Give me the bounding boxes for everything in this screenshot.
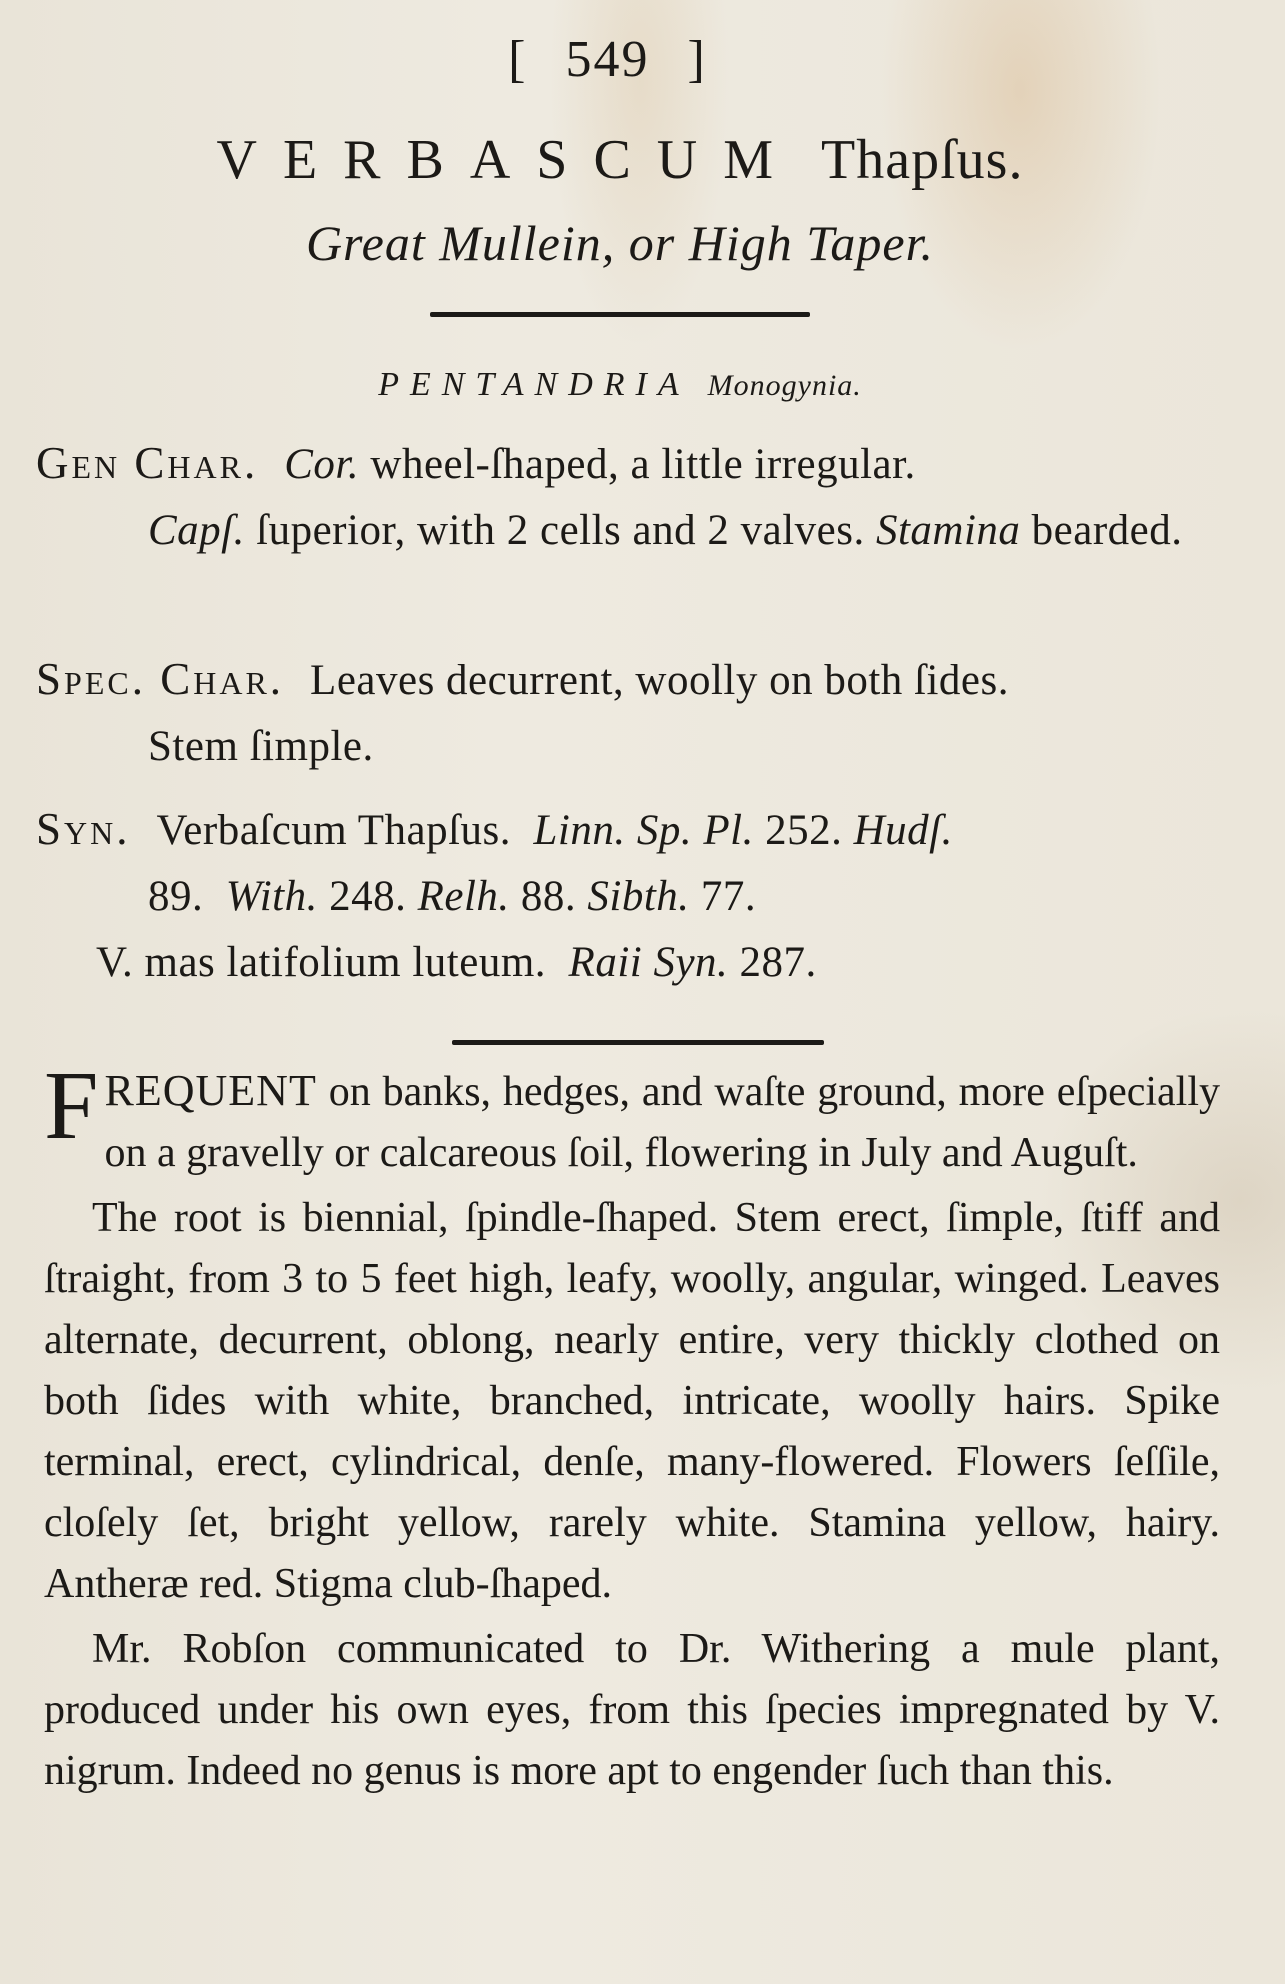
- lead-word: REQUENT: [104, 1066, 317, 1115]
- page-number-header: [0, 30, 1215, 89]
- syn-line3: [36, 930, 1216, 996]
- common-name: Great Mullein, or High Taper.: [305, 215, 935, 271]
- description-body: [44, 1052, 1220, 1806]
- gen-char-caps: Capſ.: [148, 507, 245, 554]
- class-name: PENTANDRIA: [378, 366, 690, 403]
- spec-char-text2: Stem ſimple.: [148, 723, 374, 770]
- spec-char-text1: Leaves decurrent, woolly on both ſides.: [310, 657, 1010, 704]
- paragraph-habitat-text: on banks, hedges, and waſte ground, more eſpecially on a gravelly or calcareous ſoil, flowering in July and Auguſt.: [104, 1069, 1220, 1176]
- linnaean-classification: [0, 366, 1240, 404]
- syn-raii-num: 287.: [728, 939, 817, 986]
- species-name: Thapſus.: [821, 129, 1024, 191]
- syn-with-num: 248.: [317, 873, 418, 920]
- gen-char-continuation: [36, 498, 1216, 564]
- gen-char-text1: wheel-ſhaped, a little irregular.: [359, 441, 916, 488]
- syn-name2: V. mas latifolium luteum.: [96, 939, 547, 986]
- gen-char-cor: Cor.: [284, 441, 360, 488]
- gen-char-label: Gen Char.: [36, 438, 259, 488]
- gen-char-stamina: Stamina: [875, 507, 1021, 554]
- syn-with: With.: [225, 873, 318, 920]
- syn-label: Syn.: [36, 804, 131, 854]
- genus-name: VERBASCUM: [216, 129, 800, 191]
- plant-title: [0, 128, 1240, 192]
- gen-char-text3: bearded.: [1020, 507, 1183, 554]
- bracket-left: [: [508, 31, 528, 88]
- page-number: 549: [565, 31, 650, 88]
- syn-huds: Hudſ.: [853, 807, 953, 854]
- gen-char-text2: ſuperior, with 2 cells and 2 valves.: [244, 507, 876, 554]
- syn-line2: [36, 864, 1216, 930]
- syn-sibth-num: 77.: [689, 873, 757, 920]
- drop-cap: F: [44, 1052, 99, 1160]
- divider-rule-bottom: [452, 1040, 824, 1045]
- divider-rule-top: [430, 312, 810, 317]
- synonyms: [36, 796, 1216, 996]
- specific-character: [36, 646, 1216, 780]
- syn-huds-num: 89.: [148, 873, 204, 920]
- spec-char-label: Spec. Char.: [36, 654, 285, 704]
- syn-relh: Relh.: [417, 873, 510, 920]
- paragraph-hybrid: Mr. Robſon communicated to Dr. Withering a mule plant, produced under his own eyes, from this ſpecies impregnated by V. nigrum. Indeed no genus is more apt to engender ſuch than this.: [44, 1626, 1220, 1794]
- syn-sibth: Sibth.: [587, 873, 690, 920]
- syn-linn: Linn. Sp. Pl.: [533, 807, 754, 854]
- paragraph-description: The root is biennial, ſpindle-ſhaped. Stem erect, ſimple, ſtiff and ſtraight, from 3 to 5 feet high, leafy, woolly, angular, winged. Leaves alternate, decurrent, oblong, nearly entire, very thickly clothed on both ſides with white, branched, intricate, woolly hairs. Spike terminal, erect, cylindrical, denſe, many-flowered. Flowers ſeſſile, cloſely ſet, bright yellow, rarely white. Stamina yellow, hairy. Antheræ red. Stigma club-ſhaped.: [44, 1195, 1220, 1607]
- generic-character: [36, 430, 1216, 564]
- syn-relh-num: 88.: [509, 873, 588, 920]
- order-name: Monogynia.: [707, 369, 862, 402]
- syn-name1: Verbaſcum Thapſus.: [156, 807, 512, 854]
- syn-linn-num: 252.: [753, 807, 854, 854]
- syn-raii: Raii Syn.: [568, 939, 729, 986]
- paragraph-habitat: [44, 1052, 1220, 1184]
- bracket-right: ]: [687, 31, 707, 88]
